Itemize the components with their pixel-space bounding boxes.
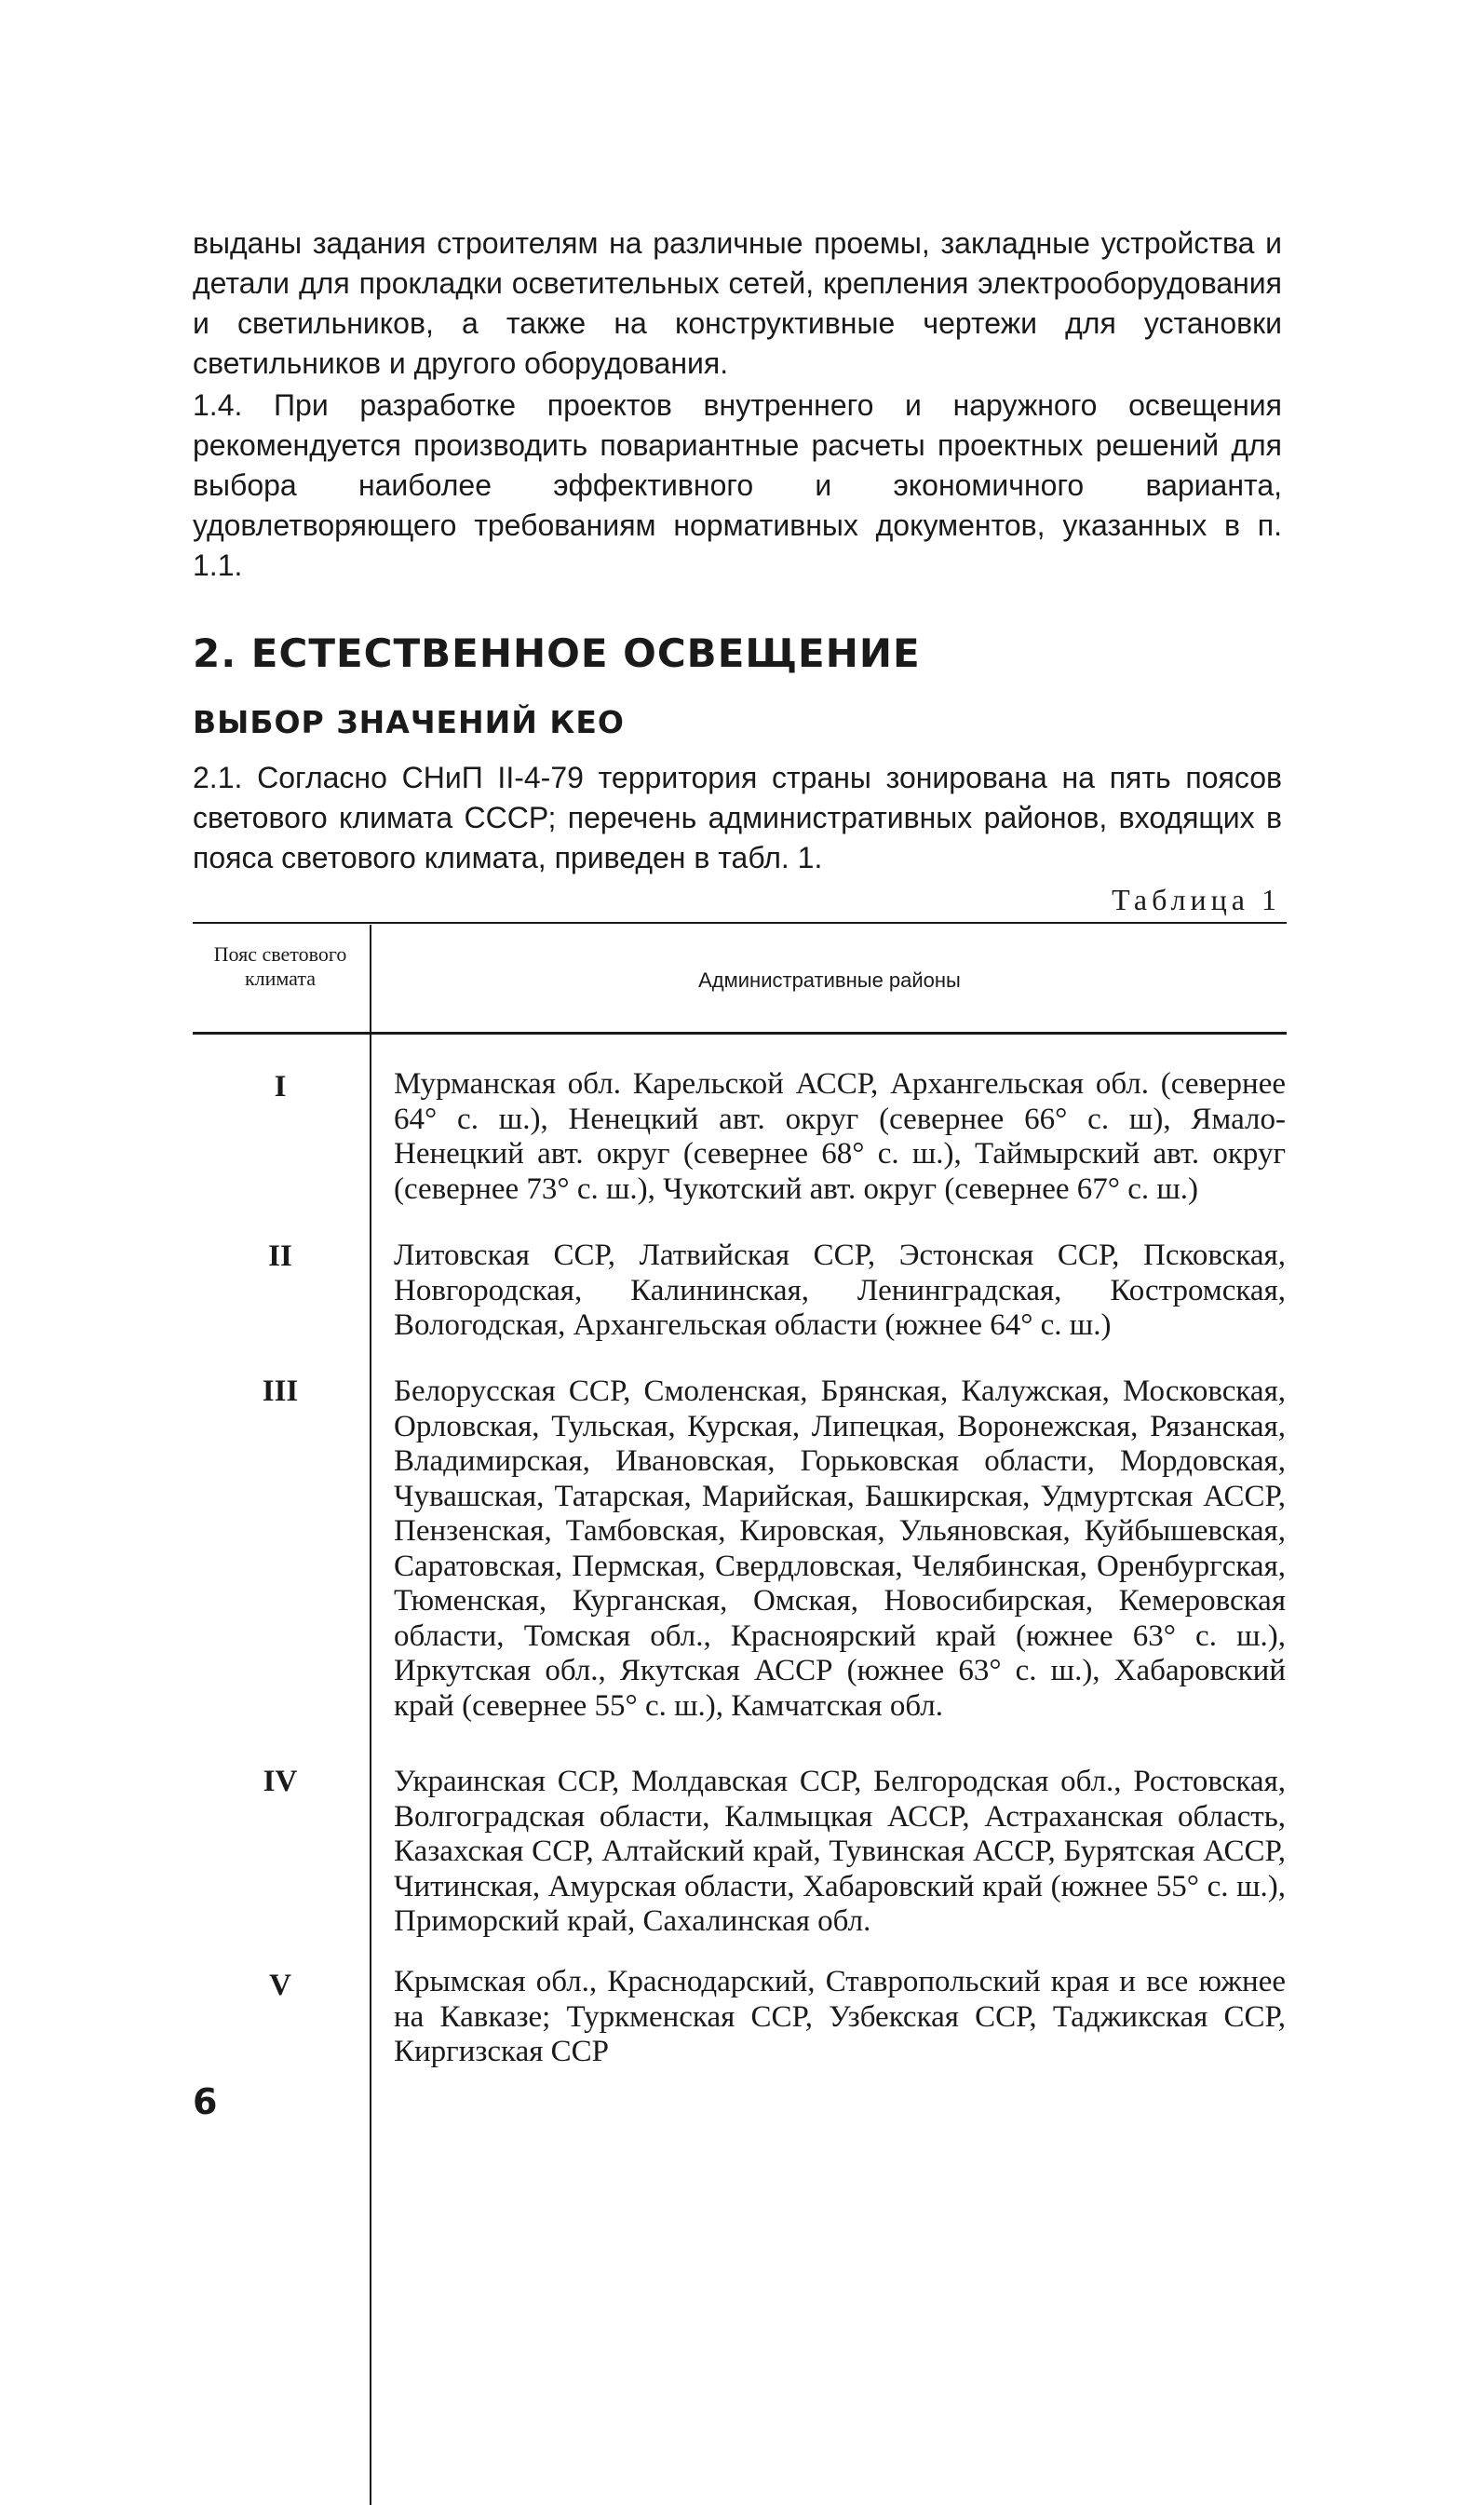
paragraph-2-1: 2.1. Согласно СНиП II-4-79 территория страны зонирована на пять поясов светового климата СССР; перечень административных районов, входящих в пояса светового климата, приведен в табл. 1.	[193, 761, 1282, 874]
table-zone-number: II	[268, 1239, 292, 1273]
paragraph-1-4: 1.4. При разработке проектов внутреннего и наружного освещения рекомендуется производить повариантные расчеты проектных решений для выбора наиболее эффективного и экономичного варианта, удовлетворяющего требованиям нормативных документов, указанных в п. 1.1.	[193, 388, 1282, 582]
subsection-title: ВЫБОР ЗНАЧЕНИЙ КЕО	[193, 704, 625, 740]
table-caption: Таблица 1	[1112, 883, 1281, 916]
table-zone-regions: Мурманская обл. Карельской АССР, Архангельская обл. (севернее 64° с. ш.), Ненецкий авт. округ (севернее 66° с. ш), Ямало-Ненецкий авт. округ (севернее 68° с. ш.), Таймырский авт. округ (севернее 73° с. ш.), Чукотский авт. округ (севернее 67° с. ш.)	[394, 1067, 1286, 1206]
table-header-rule	[193, 1032, 1287, 1035]
page-number: 6	[193, 2081, 218, 2122]
table-header-regions: Административные районы	[698, 968, 961, 992]
table-column-divider	[370, 925, 371, 2505]
table-zone-number: I	[274, 1070, 287, 1104]
table-zone-regions: Белорусская ССР, Смоленская, Брянская, Калужская, Московская, Орловская, Тульская, Курская, Липецкая, Воронежская, Рязанская, Владимирская, Ивановская, Горьковская области, Мордовская, Чувашская, Татарская, Марийская, Башкирская, Удмуртская АССР, Пензенская, Тамбовская, Кировская, Ульяновская, Куйбышевская, Саратовская, Пермская, Свердловская, Челябинская, Оренбургская, Тюменская, Курганская, Омская, Новосибирская, Кемеровская области, Томская обл., Красноярский край (южнее 63° с. ш.), Иркутская обл., Якутская АССР (южнее 63° с. ш.), Хабаровский край (севернее 55° с. ш.), Камчатская обл.	[394, 1374, 1286, 1723]
section-title: 2. ЕСТЕСТВЕННОЕ ОСВЕЩЕНИЕ	[193, 630, 921, 676]
table-header-zone: Пояс светового климата	[213, 942, 347, 990]
table-zone-regions: Литовская ССР, Латвийская ССР, Эстонская ССР, Псковская, Новгородская, Калининская, Ленинградская, Костромская, Вологодская, Архангельская области (южнее 64° с. ш.)	[394, 1239, 1286, 1342]
table-top-rule	[193, 922, 1287, 924]
table-zone-number: III	[262, 1374, 299, 1408]
table-zone-regions: Крымская обл., Краснодарский, Ставропольский края и все южнее на Кавказе; Туркменская ССР, Узбекская ССР, Таджикская ССР, Киргизская ССР	[394, 1965, 1286, 2068]
table-zone-regions: Украинская ССР, Молдавская ССР, Белгородская обл., Ростовская, Волгоградская области, Калмыцкая АССР, Астраханская область, Казахская ССР, Алтайский край, Тувинская АССР, Бурятская АССР, Читинская, Амурская области, Хабаровский край (южнее 55° с. ш.), Приморский край, Сахалинская обл.	[394, 1765, 1286, 1938]
table-zone-number: V	[269, 1969, 291, 2002]
paragraph-intro-continuation: выданы задания строителям на различные проемы, закладные устройства и детали для прокладки осветительных сетей, крепления электрооборудования и светильников, а также на конструктивные чертежи для установки светильников и другого оборудования.	[193, 226, 1282, 380]
table-zone-number: IV	[263, 1765, 298, 1798]
